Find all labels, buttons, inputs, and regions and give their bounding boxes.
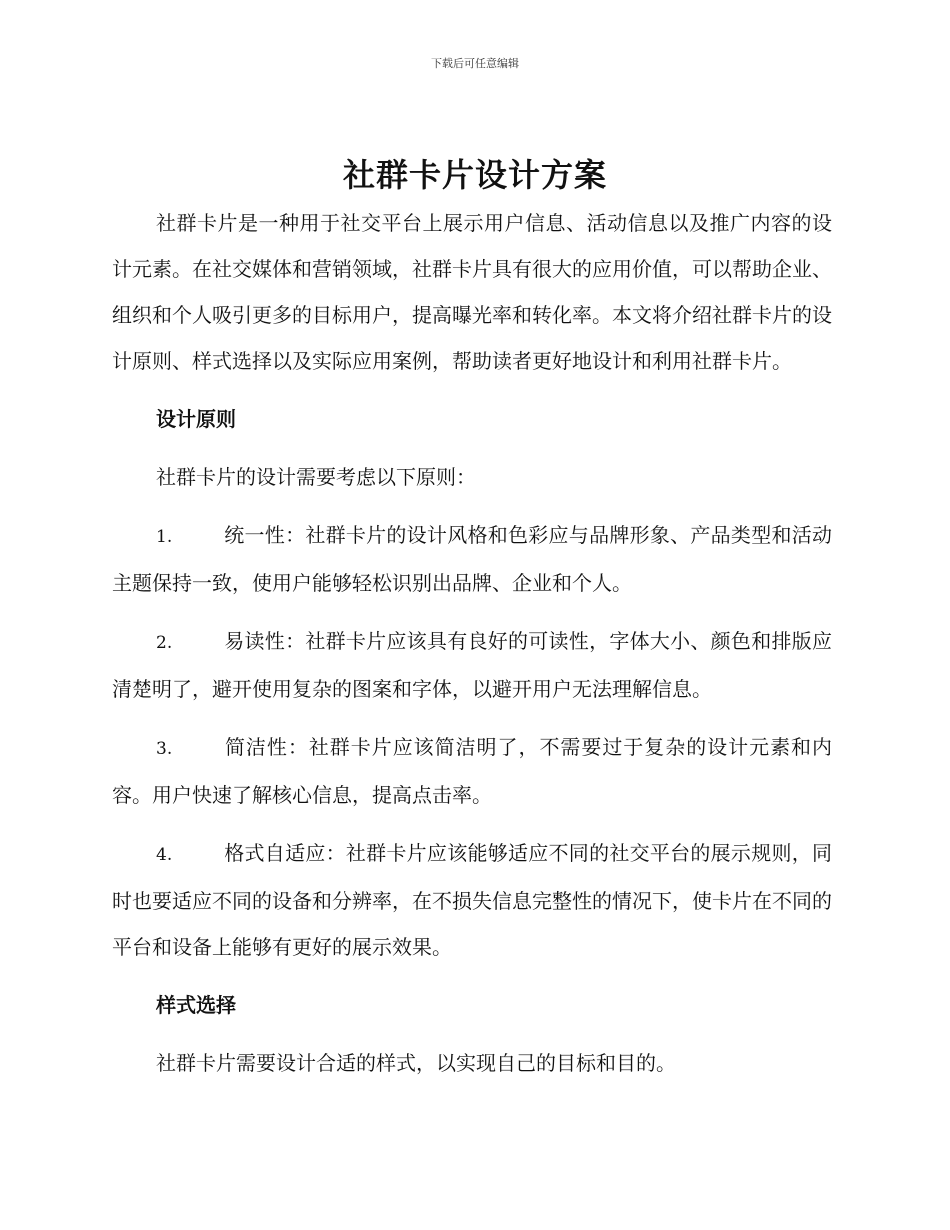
list-item (112, 512, 832, 606)
list-item-number: 2. (156, 633, 173, 653)
list-item-number: 3. (156, 739, 173, 759)
header-note: 下载后可任意编辑 (431, 57, 519, 70)
document-body (112, 200, 832, 1086)
list-item (112, 724, 832, 818)
list-item-text: 简洁性：社群卡片应该简洁明了，不需要过于复杂的设计元素和内容。用户快速了解核心信息，提高点击率。 (112, 735, 832, 807)
section-heading-style-selection: 样式选择 (156, 993, 236, 1017)
list-item-number: 1. (156, 527, 173, 547)
list-item (112, 618, 832, 712)
intro-paragraph: 社群卡片是一种用于社交平台上展示用户信息、活动信息以及推广内容的设计元素。在社交媒体和营销领域，社群卡片具有很大的应用价值，可以帮助企业、组织和个人吸引更多的目标用户，提高曝光率和转化率。本文将介绍社群卡片的设计原则、样式选择以及实际应用案例，帮助读者更好地设计和利用社群卡片。 (112, 211, 832, 373)
list-item-text: 格式自适应：社群卡片应该能够适应不同的社交平台的展示规则，同时也要适应不同的设备和分辨率，在不损失信息完整性的情况下，使卡片在不同的平台和设备上能够有更好的展示效果。 (112, 841, 832, 959)
section-lead-design-principles: 社群卡片的设计需要考虑以下原则： (156, 465, 476, 489)
list-item (112, 830, 832, 970)
list-item-text: 易读性：社群卡片应该具有良好的可读性，字体大小、颜色和排版应清楚明了，避开使用复杂的图案和字体，以避开用户无法理解信息。 (112, 629, 832, 701)
section-heading-design-principles: 设计原则 (156, 407, 236, 431)
section-lead-style-selection: 社群卡片需要设计合适的样式，以实现自己的目标和目的。 (156, 1051, 676, 1075)
list-item-text: 统一性：社群卡片的设计风格和色彩应与品牌形象、产品类型和活动主题保持一致，使用户能够轻松识别出品牌、企业和个人。 (112, 523, 832, 595)
list-item-number: 4. (156, 845, 173, 865)
document-title: 社群卡片设计方案 (342, 156, 607, 194)
